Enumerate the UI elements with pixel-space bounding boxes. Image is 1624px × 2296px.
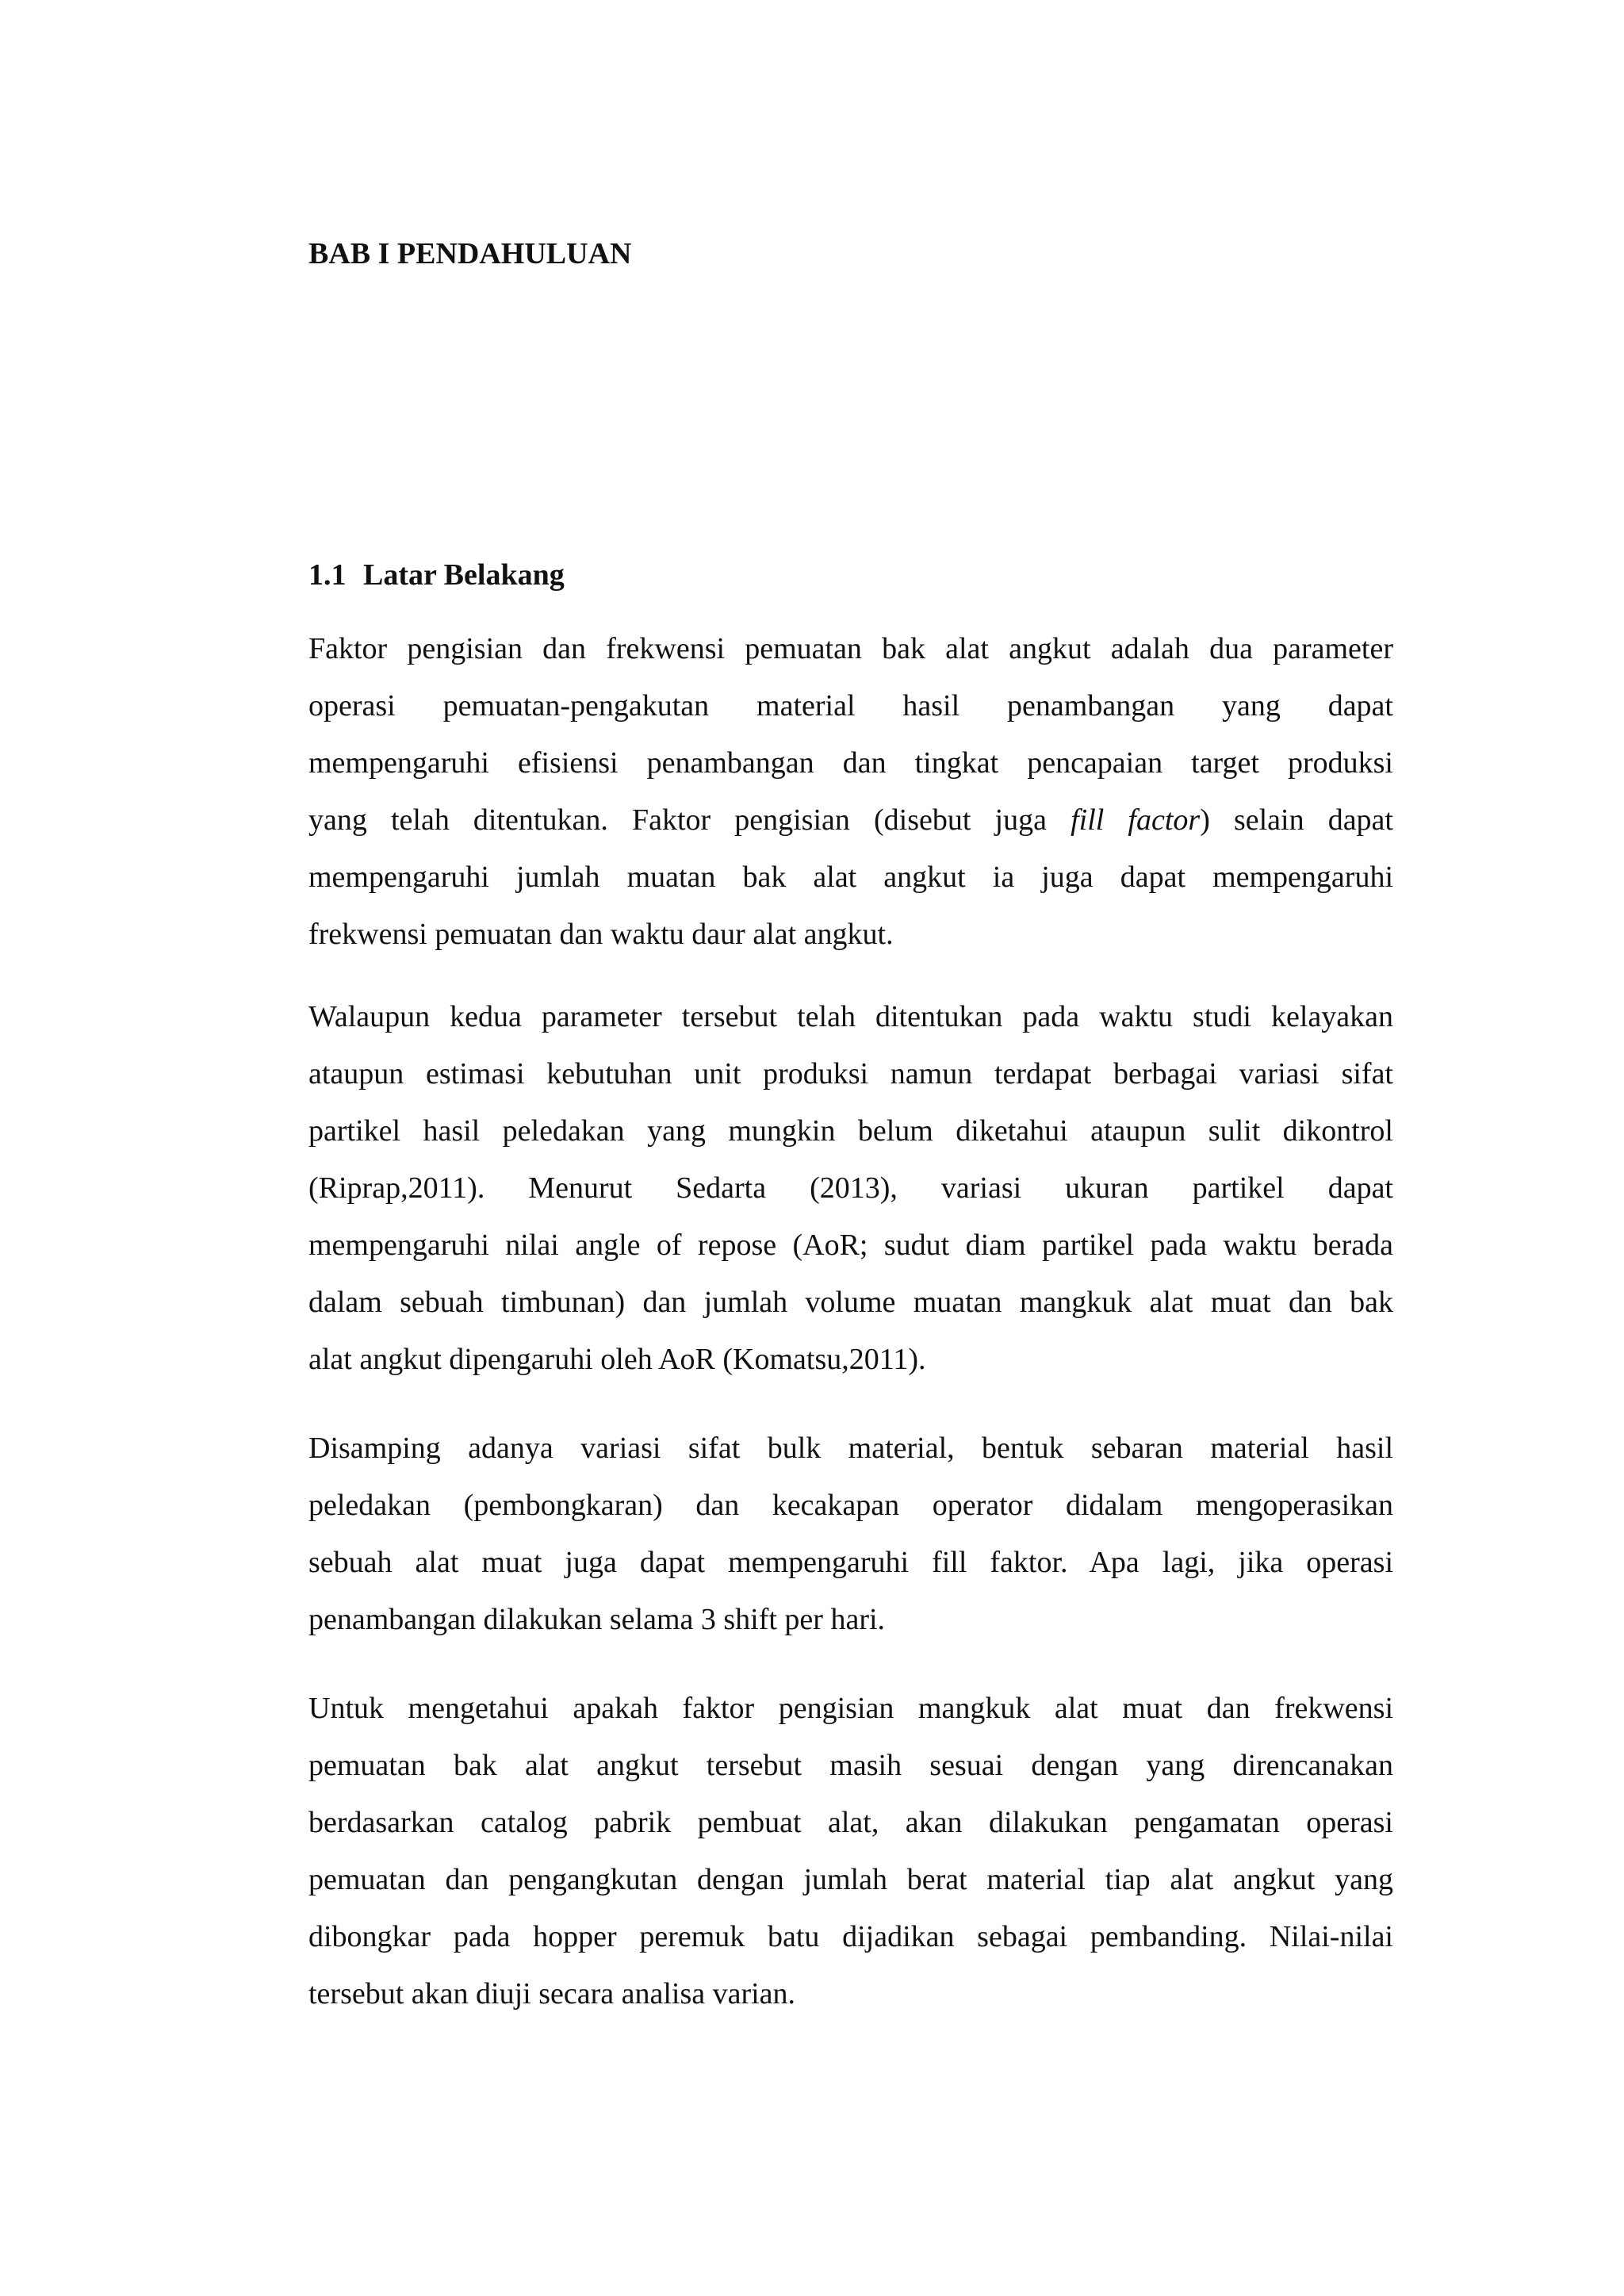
paragraph-line: alat angkut dipengaruhi oleh AoR (Komatsu,2011). — [308, 1343, 926, 1376]
section-heading — [308, 551, 565, 599]
paragraph-line: Walaupun kedua parameter tersebut telah ditentukan pada waktu studi kelayakan — [308, 1000, 1393, 1033]
paragraph-line: Disamping adanya variasi sifat bulk material, bentuk sebaran material hasil — [308, 1432, 1393, 1465]
paragraph-4 — [308, 1680, 1393, 2022]
paragraph-line: operasi pemuatan-pengakutan material hasil penambangan yang dapat — [308, 689, 1393, 723]
paragraph-2 — [308, 988, 1393, 1388]
paragraph-line: ataupun estimasi kebutuhan unit produksi namun terdapat berbagai variasi sifat — [308, 1057, 1393, 1091]
paragraph-1 — [308, 620, 1393, 963]
paragraph-line: mempengaruhi nilai angle of repose (AoR; sudut diam partikel pada waktu berada — [308, 1228, 1393, 1262]
paragraph-3 — [308, 1420, 1393, 1648]
paragraph-line: mempengaruhi efisiensi penambangan dan tingkat pencapaian target produksi — [308, 746, 1393, 780]
paragraph-line: tersebut akan diuji secara analisa varian. — [308, 1977, 796, 2010]
section-number: 1.1 — [308, 558, 347, 592]
paragraph-line: sebuah alat muat juga dapat mempengaruhi fill faktor. Apa lagi, jika operasi — [308, 1546, 1393, 1579]
paragraph-line: partikel hasil peledakan yang mungkin belum diketahui ataupun sulit dikontrol — [308, 1114, 1393, 1148]
paragraph-line: (Riprap,2011). Menurut Sedarta (2013), variasi ukuran partikel dapat — [308, 1171, 1393, 1205]
paragraph-line: peledakan (pembongkaran) dan kecakapan operator didalam mengoperasikan — [308, 1489, 1393, 1522]
paragraph-line: dalam sebuah timbunan) dan jumlah volume muatan mangkuk alat muat dan bak — [308, 1286, 1393, 1319]
paragraph-line: berdasarkan catalog pabrik pembuat alat, akan dilakukan pengamatan operasi — [308, 1806, 1393, 1839]
line-text: yang telah ditentukan. Faktor pengisian (disebut juga — [308, 803, 1071, 837]
paragraph-line: penambangan dilakukan selama 3 shift per hari. — [308, 1603, 886, 1636]
paragraph-line: mempengaruhi jumlah muatan bak alat angkut ia juga dapat mempengaruhi — [308, 861, 1393, 894]
paragraph-line: pemuatan dan pengangkutan dengan jumlah berat material tiap alat angkut yang — [308, 1863, 1393, 1896]
paragraph-line: frekwensi pemuatan dan waktu daur alat angkut. — [308, 918, 894, 951]
paragraph-line: dibongkar pada hopper peremuk batu dijadikan sebagai pembanding. Nilai-nilai — [308, 1920, 1393, 1953]
paragraph-line: pemuatan bak alat angkut tersebut masih sesuai dengan yang direncanakan — [308, 1749, 1393, 1782]
italic-term: fill factor — [1071, 803, 1201, 837]
section-title: Latar Belakang — [363, 558, 565, 592]
chapter-title: BAB I PENDAHULUAN — [308, 237, 632, 270]
paragraph-line: Faktor pengisian dan frekwensi pemuatan bak alat angkut adalah dua parameter — [308, 632, 1393, 665]
paragraph-line: Untuk mengetahui apakah faktor pengisian mangkuk alat muat dan frekwensi — [308, 1692, 1393, 1725]
paragraph-line — [308, 792, 1393, 849]
line-text: ) selain dapat — [1200, 803, 1393, 837]
